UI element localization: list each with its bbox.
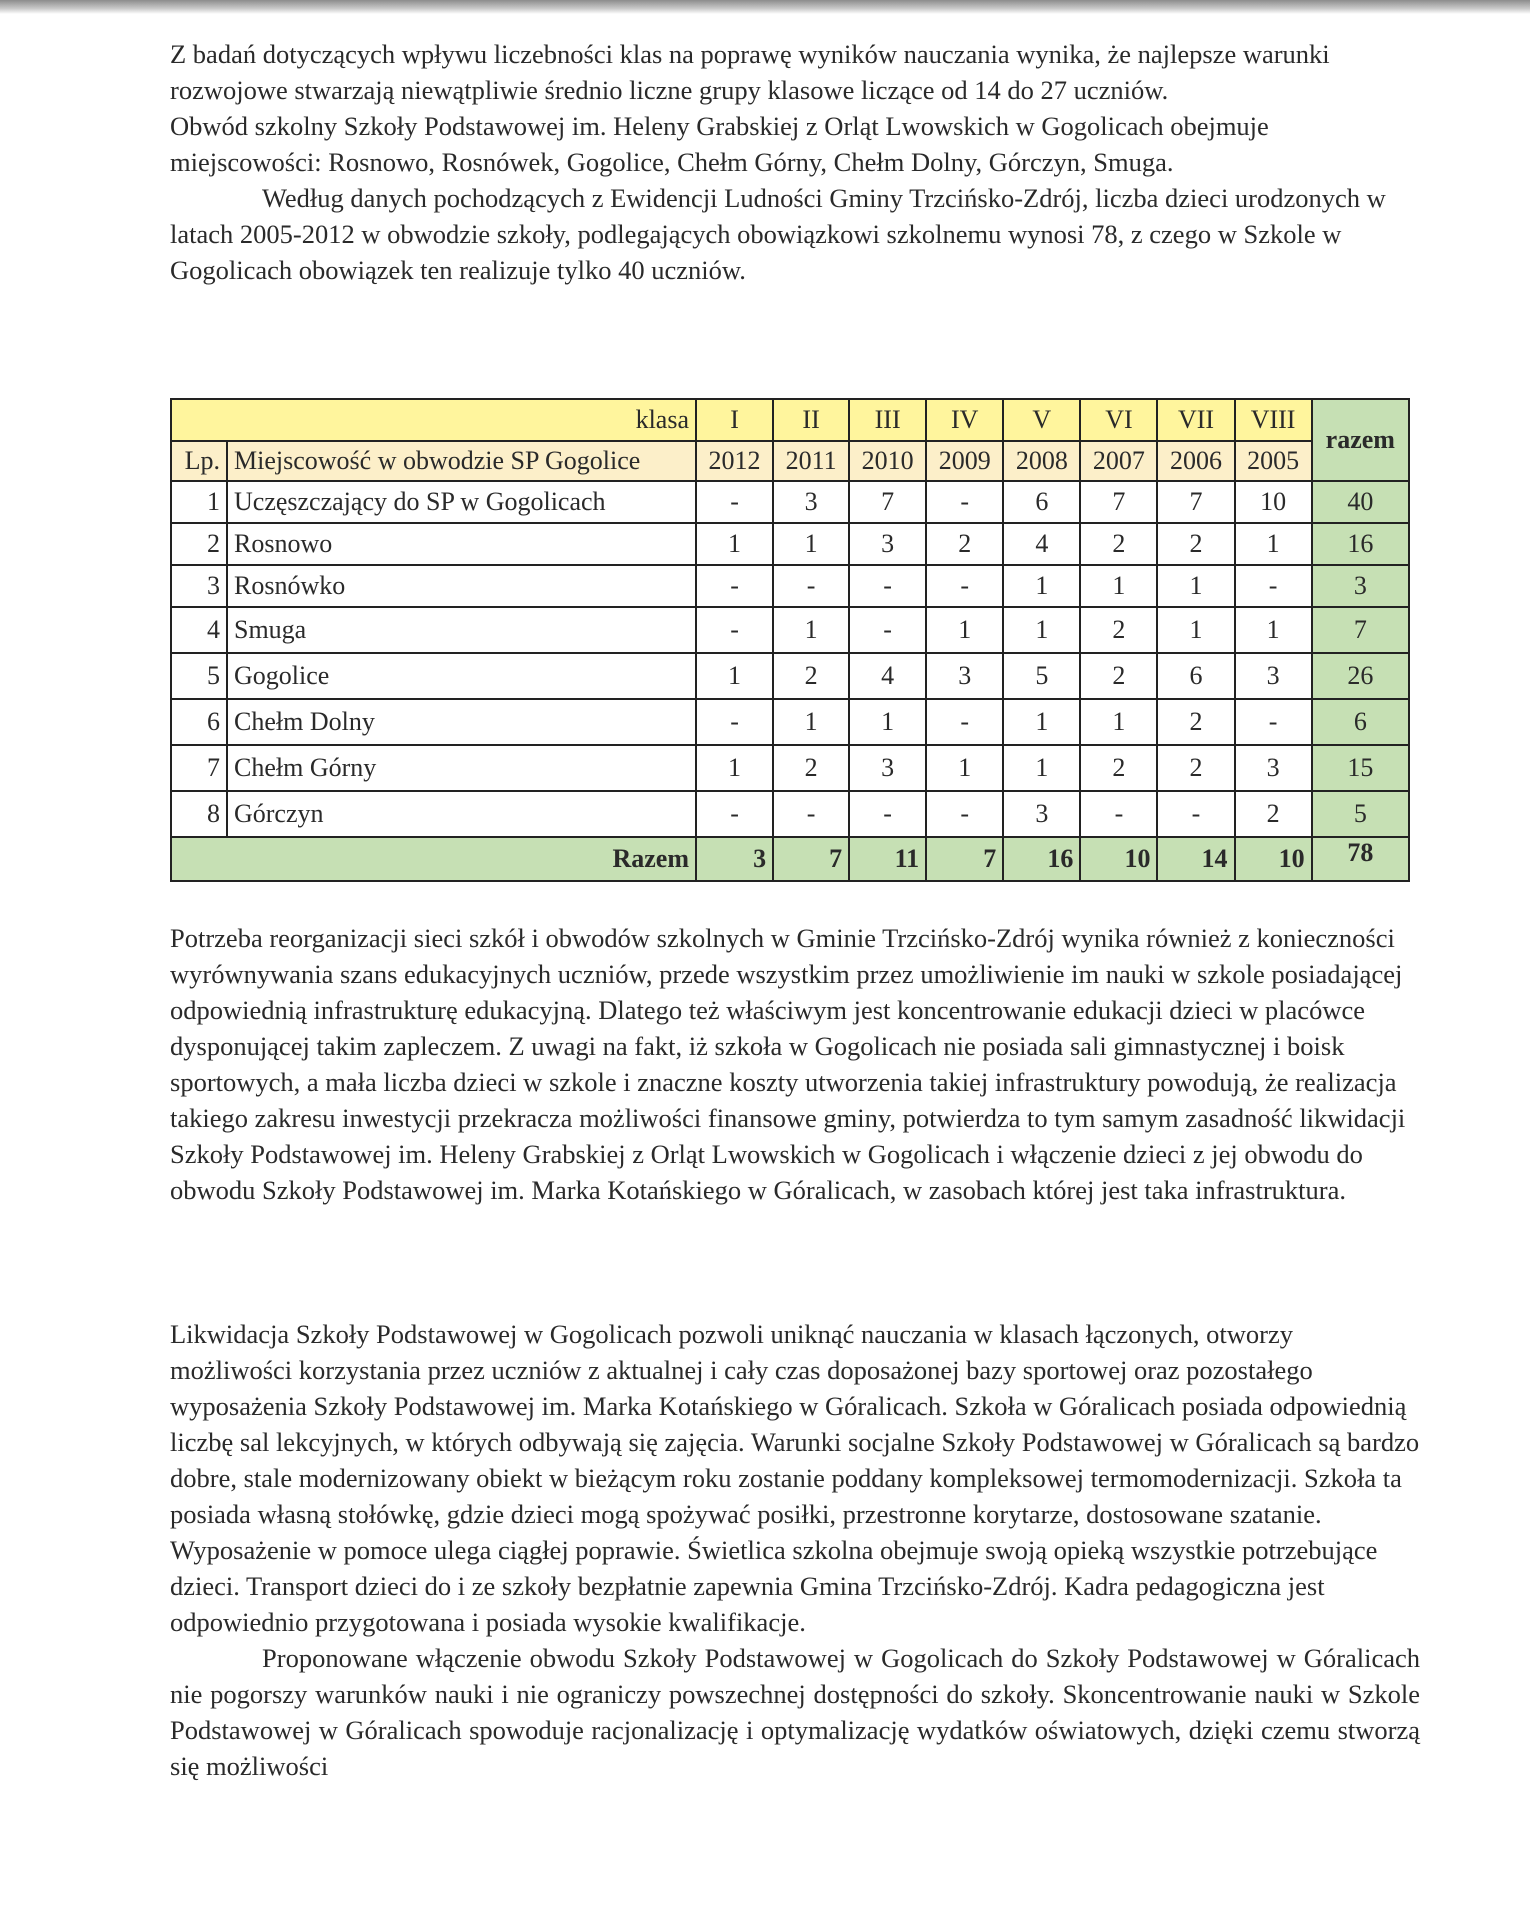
table-row	[171, 523, 1409, 565]
cell-value: 1	[849, 699, 926, 745]
cell-value: 3	[849, 523, 926, 565]
enrollment-table	[170, 398, 1410, 882]
footer-total: 14	[1157, 837, 1234, 881]
paragraph-population-records: Według danych pochodzących z Ewidencji Ludności Gminy Trzcińsko-Zdrój, liczba dzieci urodzonych w latach 2005-2012 w obwodzie szkoły, podlegających obowiązkowi szkolnemu wynosi 78, z czego w Szkole w Gogolicach obowiązek ten realizuje tylko 40 uczniów.	[170, 183, 1386, 285]
cell-value: 3	[1003, 791, 1080, 837]
cell-value: 2	[773, 745, 849, 791]
class-header: VII	[1157, 399, 1234, 441]
cell-value: 1	[773, 607, 849, 653]
year-header: 2008	[1003, 441, 1080, 481]
class-header: I	[696, 399, 773, 441]
row-total: 16	[1312, 523, 1409, 565]
cell-value: 1	[1080, 565, 1157, 607]
klasa-label: klasa	[171, 399, 696, 441]
cell-value: -	[696, 565, 773, 607]
row-total: 7	[1312, 607, 1409, 653]
cell-value: -	[926, 699, 1003, 745]
cell-value: 2	[1080, 523, 1157, 565]
row-number: 7	[171, 745, 227, 791]
cell-value: 1	[1235, 607, 1312, 653]
cell-value: 3	[1235, 653, 1312, 699]
table-footer-totals	[171, 837, 1409, 881]
class-header: II	[773, 399, 849, 441]
place-name: Rosnówko	[227, 565, 696, 607]
row-number: 2	[171, 523, 227, 565]
cell-value: 1	[1003, 745, 1080, 791]
cell-value: 2	[926, 523, 1003, 565]
cell-value: 1	[773, 699, 849, 745]
year-header: 2012	[696, 441, 773, 481]
cell-value: 1	[696, 523, 773, 565]
cell-value: 7	[849, 481, 926, 523]
cell-value: 7	[1080, 481, 1157, 523]
row-number: 6	[171, 699, 227, 745]
class-header: III	[849, 399, 926, 441]
cell-value: -	[926, 565, 1003, 607]
row-total: 40	[1312, 481, 1409, 523]
table-row	[171, 745, 1409, 791]
place-name: Gogolice	[227, 653, 696, 699]
row-total: 15	[1312, 745, 1409, 791]
cell-value: 1	[1003, 699, 1080, 745]
paragraph-liquidation: Likwidacja Szkoły Podstawowej w Gogolicach pozwoli uniknąć nauczania w klasach łączonych, otworzy możliwości korzystania przez uczniów z aktualnej i cały czas doposażonej bazy sportowej oraz pozostałego wyposażenia Szkoły Podstawowej im. Marka Kotańskiego w Góralicach. Szkoła w Góralicach posiada odpowiednią liczbę sal lekcyjnych, w których odbywają się zajęcia. Warunki socjalne Szkoły Podstawowej w Góralicach są bardzo dobre, stale modernizowany obiekt w bieżącym roku zostanie poddany kompleksowej termomodernizacji. Szkoła ta posiada własną stołówkę, gdzie dzieci mogą spożywać posiłki, przestronne korytarze, dostosowane szatanie. Wyposażenie w pomoce ulega ciągłej poprawie. Świetlica szkolna obejmuje swoją opieką wszystkie potrzebujące dzieci. Transport dzieci do i ze szkoły bezpłatnie zapewnia Gmina Trzcińsko-Zdrój. Kadra pedagogiczna jest odpowiednio przygotowana i posiada wysokie kwalifikacje.	[170, 1319, 1420, 1637]
place-header: Miejscowość w obwodzie SP Gogolice	[227, 441, 696, 481]
year-header: 2006	[1157, 441, 1234, 481]
paragraph-proposal: Proponowane włączenie obwodu Szkoły Podstawowej w Gogolicach do Szkoły Podstawowej w Góralicach nie pogorszy warunków nauki i nie ograniczy powszechnej dostępności do szkoły. Skoncentrowanie nauki w Szkole Podstawowej w Góralicach spowoduje racjonalizację i optymalizację wydatków oświatowych, dzięki czemu stworzą się możliwości	[170, 1643, 1420, 1781]
footer-total: 10	[1080, 837, 1157, 881]
year-header: 2009	[926, 441, 1003, 481]
table-header-years	[171, 441, 1409, 481]
cell-value: 4	[849, 653, 926, 699]
place-name: Chełm Górny	[227, 745, 696, 791]
liquidation-section	[170, 1316, 1420, 1784]
reorganization-section	[170, 920, 1420, 1208]
row-total: 26	[1312, 653, 1409, 699]
table-header-classes	[171, 399, 1409, 441]
cell-value: -	[696, 607, 773, 653]
footer-total: 7	[926, 837, 1003, 881]
place-name: Górczyn	[227, 791, 696, 837]
viewer-top-edge	[0, 0, 1530, 14]
paragraph-class-size: Z badań dotyczących wpływu liczebności klas na poprawę wyników nauczania wynika, że najlepsze warunki rozwojowe stwarzają niewątpliwie średnio liczne grupy klasowe liczące od 14 do 27 uczniów.	[170, 39, 1330, 105]
cell-value: 2	[1235, 791, 1312, 837]
cell-value: 2	[1080, 745, 1157, 791]
cell-value: 4	[1003, 523, 1080, 565]
cell-value: 1	[1080, 699, 1157, 745]
cell-value: 1	[1157, 565, 1234, 607]
cell-value: 2	[1157, 745, 1234, 791]
razem-header: razem	[1312, 399, 1409, 481]
table-row	[171, 791, 1409, 837]
cell-value: 1	[926, 745, 1003, 791]
cell-value: -	[849, 791, 926, 837]
intro-section	[170, 36, 1420, 288]
class-header: VIII	[1235, 399, 1312, 441]
year-header: 2005	[1235, 441, 1312, 481]
row-total: 6	[1312, 699, 1409, 745]
table-row	[171, 565, 1409, 607]
class-header: V	[1003, 399, 1080, 441]
cell-value: 3	[926, 653, 1003, 699]
paragraph-school-district: Obwód szkolny Szkoły Podstawowej im. Heleny Grabskiej z Orląt Lwowskich w Gogolicach obejmuje miejscowości: Rosnowo, Rosnówek, Gogolice, Chełm Górny, Chełm Dolny, Górczyn, Smuga.	[170, 111, 1269, 177]
cell-value: -	[1157, 791, 1234, 837]
cell-value: -	[696, 791, 773, 837]
row-number: 8	[171, 791, 227, 837]
cell-value: 3	[849, 745, 926, 791]
cell-value: 7	[1157, 481, 1234, 523]
footer-total: 3	[696, 837, 773, 881]
row-total: 3	[1312, 565, 1409, 607]
row-total: 5	[1312, 791, 1409, 837]
cell-value: 2	[1080, 607, 1157, 653]
footer-label: Razem	[171, 837, 696, 881]
row-number: 1	[171, 481, 227, 523]
cell-value: 6	[1157, 653, 1234, 699]
row-number: 5	[171, 653, 227, 699]
lp-header: Lp.	[171, 441, 227, 481]
cell-value: -	[773, 791, 849, 837]
cell-value: -	[1235, 699, 1312, 745]
place-name: Smuga	[227, 607, 696, 653]
place-name: Rosnowo	[227, 523, 696, 565]
paragraph-reorganization: Potrzeba reorganizacji sieci szkół i obwodów szkolnych w Gminie Trzcińsko-Zdrój wynika również z konieczności wyrównywania szans edukacyjnych uczniów, przede wszystkim przez umożliwienie im nauki w szkole posiadającej odpowiednią infrastrukturę edukacyjną. Dlatego też właściwym jest koncentrowanie edukacji dzieci w placówce dysponującej takim zapleczem. Z uwagi na fakt, iż szkoła w Gogolicach nie posiada sali gimnastycznej i boisk sportowych, a mała liczba dzieci w szkole i znaczne koszty utworzenia takiej infrastruktury powodują, że realizacja takiego zakresu inwestycji przekracza możliwości finansowe gminy, potwierdza to tym samym zasadność likwidacji Szkoły Podstawowej im. Heleny Grabskiej z Orląt Lwowskich w Gogolicach i włączenie dzieci z jej obwodu do obwodu Szkoły Podstawowej im. Marka Kotańskiego w Góralicach, w zasobach której jest taka infrastruktura.	[170, 923, 1406, 1205]
cell-value: -	[849, 607, 926, 653]
cell-value: -	[926, 791, 1003, 837]
table-row	[171, 653, 1409, 699]
cell-value: -	[849, 565, 926, 607]
cell-value: 1	[773, 523, 849, 565]
year-header: 2007	[1080, 441, 1157, 481]
cell-value: 10	[1235, 481, 1312, 523]
year-header: 2010	[849, 441, 926, 481]
table-row	[171, 481, 1409, 523]
cell-value: 1	[1157, 607, 1234, 653]
cell-value: 3	[1235, 745, 1312, 791]
cell-value: 1	[696, 745, 773, 791]
footer-total: 16	[1003, 837, 1080, 881]
cell-value: 5	[1003, 653, 1080, 699]
row-number: 4	[171, 607, 227, 653]
cell-value: 3	[773, 481, 849, 523]
cell-value: -	[696, 481, 773, 523]
cell-value: 2	[1157, 699, 1234, 745]
cell-value: 2	[1157, 523, 1234, 565]
class-header: VI	[1080, 399, 1157, 441]
table-body	[171, 481, 1409, 837]
cell-value: 2	[773, 653, 849, 699]
class-header: IV	[926, 399, 1003, 441]
cell-value: -	[1235, 565, 1312, 607]
cell-value: 1	[926, 607, 1003, 653]
cell-value: -	[773, 565, 849, 607]
cell-value: 1	[1003, 607, 1080, 653]
cell-value: -	[926, 481, 1003, 523]
table-row	[171, 699, 1409, 745]
place-name: Uczęszczający do SP w Gogolicach	[227, 481, 696, 523]
cell-value: 2	[1080, 653, 1157, 699]
footer-total: 10	[1235, 837, 1312, 881]
cell-value: -	[1080, 791, 1157, 837]
cell-value: 1	[1003, 565, 1080, 607]
cell-value: 1	[696, 653, 773, 699]
row-number: 3	[171, 565, 227, 607]
cell-value: 1	[1235, 523, 1312, 565]
table-row	[171, 607, 1409, 653]
place-name: Chełm Dolny	[227, 699, 696, 745]
footer-total: 11	[849, 837, 926, 881]
footer-total: 7	[773, 837, 849, 881]
year-header: 2011	[773, 441, 849, 481]
cell-value: -	[696, 699, 773, 745]
grand-total: 78	[1312, 837, 1409, 881]
cell-value: 6	[1003, 481, 1080, 523]
